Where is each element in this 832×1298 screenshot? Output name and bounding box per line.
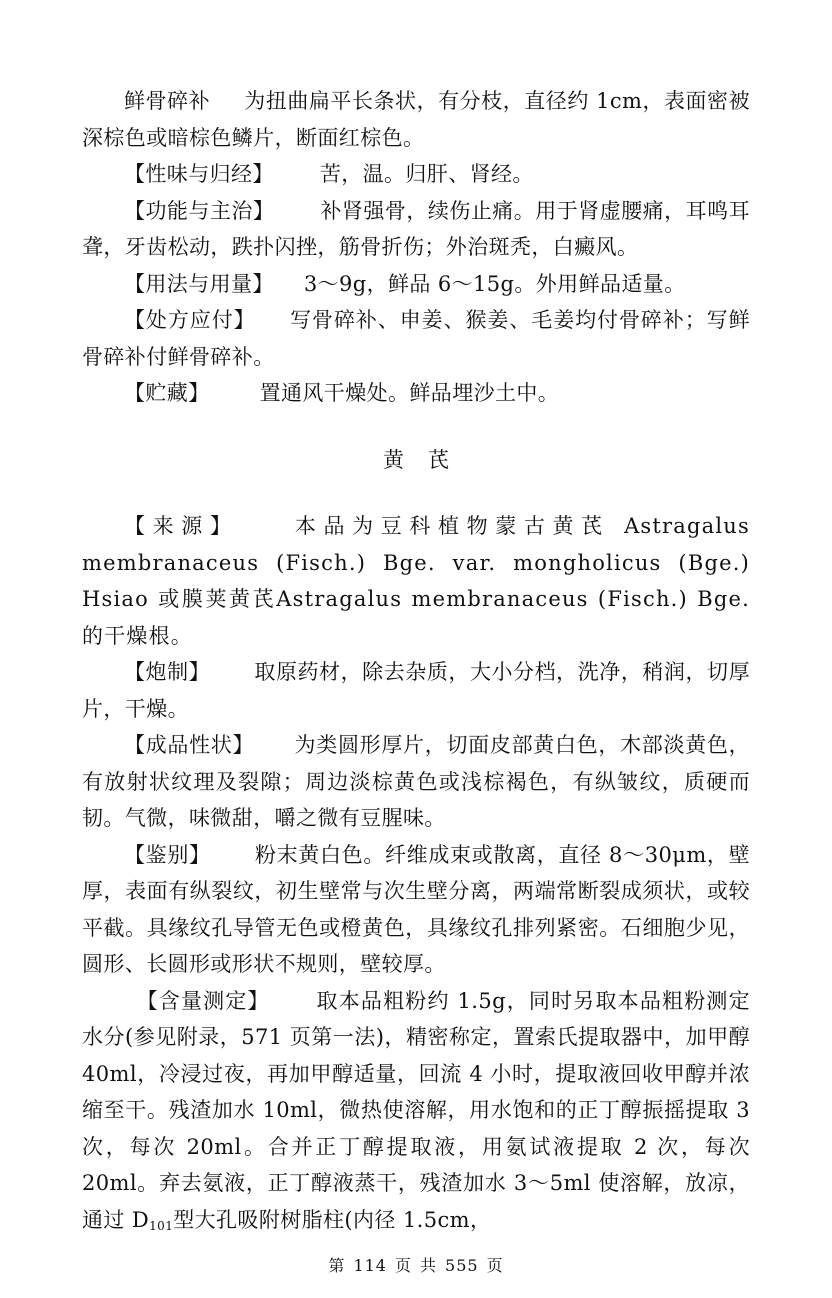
section-label: 【贮藏】 (124, 381, 210, 405)
paragraph-text: 粉末黄白色。纤维成束或散离，直径 8～30μm，壁厚，表面有纵裂纹，初生壁常与次生壁分离，两端常断裂成须状，或较平截。具缘纹孔导管无色或橙黄色，具缘纹孔排列紧密。石细胞少见，圆形、长圆形或形状不规则，壁较厚。 (82, 842, 750, 976)
paragraph-text: 取原药材，除去杂质，大小分档，洗净，稍润，切厚片，干燥。 (82, 660, 750, 721)
paragraph-text: 为扭曲扁平长条状，有分枝，直径约 1cm，表面密被深棕色或暗棕色鳞片，断面红棕色。 (82, 89, 750, 150)
paragraph-text: 补肾强骨，续伤止痛。用于肾虚腰痛，耳鸣耳聋，牙齿松动，跌扑闪挫，筋骨折伤；外治斑秃，白癜风。 (82, 198, 750, 259)
paragraph-processing (82, 654, 750, 727)
section-label: 【用法与用量】 (124, 271, 274, 296)
paragraph-text: 写骨碎补、申姜、猴姜、毛姜均付骨碎补；写鲜骨碎补付鲜骨碎补。 (82, 308, 750, 369)
paragraph-text: 取本品粗粉约 1.5g，同时另取本品粗粉测定水分(参见附录，571 页第一法)，精密称定，置索氏提取器中，加甲醇 40ml，冷浸过夜，再加甲醇适量，回流 4 小时，提取液回收甲醇并浓缩至干。残渣加水 10ml，微热使溶解，用水饱和的正丁醇振摇提取 3 次，每次 20ml。合并正丁醇提取液，用氨试液提取 2 次，每次 20ml。弃去氨液，正丁醇液蒸干，残渣加水 3～5ml 使溶解，放凉，通过 D (82, 988, 750, 1232)
section-label: 【来源】 (124, 514, 239, 538)
paragraph-usage-dosage (82, 266, 750, 303)
paragraph-text: 本品为豆科植物蒙古黄芪 Astragalus membranaceus (Fisch.) Bge. var. mongholicus (Bge.) Hsiao 或膜荚黄芪Astragalus membranaceus (Fisch.) Bge. 的干燥根。 (82, 514, 750, 648)
paragraph-text: 苦，温。归肝、肾经。 (319, 162, 534, 186)
paragraph-text: 3～9g，鲜品 6～15g。外用鲜品适量。 (303, 271, 686, 296)
subscript-text: 101 (149, 1218, 174, 1233)
section-label: 【鉴别】 (124, 842, 211, 867)
section-label: 【含量测定】 (136, 988, 270, 1013)
section-label: 【性味与归经】 (124, 162, 274, 186)
paragraph-assay (82, 983, 750, 1239)
page-number: 114 (353, 1256, 387, 1275)
paragraph-source (82, 508, 750, 654)
paragraph-text: 置通风干燥处。鲜品埋沙土中。 (259, 381, 560, 405)
paragraph-function-indication (82, 193, 750, 266)
footer-suffix: 页 (486, 1256, 504, 1275)
section-label: 【炮制】 (124, 660, 211, 684)
paragraph-fresh-drynaria (82, 83, 750, 156)
term-label: 鲜骨碎补 (124, 89, 211, 113)
paragraph-text: 型大孔吸附树脂柱(内径 1.5cm， (173, 1207, 492, 1232)
footer-page-word: 页 (394, 1256, 412, 1275)
document-page (82, 83, 750, 1238)
paragraph-text: 为类圆形厚片，切面皮部黄白色，木部淡黄色，有放射状纹理及裂隙；周边淡棕黄色或浅棕褐色，有纵皱纹，质硬而韧。气微，味微甜，嚼之微有豆腥味。 (82, 733, 751, 830)
page-footer (0, 1253, 832, 1276)
paragraph-prescription (82, 302, 750, 375)
footer-prefix: 第 (328, 1256, 346, 1275)
paragraph-identification (82, 837, 750, 983)
footer-total-word: 共 (420, 1256, 438, 1275)
monograph-title: 黄芪 (383, 447, 473, 472)
paragraph-storage (82, 375, 750, 412)
paragraph-nature-meridian (82, 156, 750, 193)
section-label: 【成品性状】 (124, 733, 255, 757)
paragraph-characteristics (82, 727, 750, 837)
section-label: 【处方应付】 (124, 308, 256, 332)
page-total: 555 (445, 1256, 479, 1275)
section-label: 【功能与主治】 (124, 198, 275, 223)
